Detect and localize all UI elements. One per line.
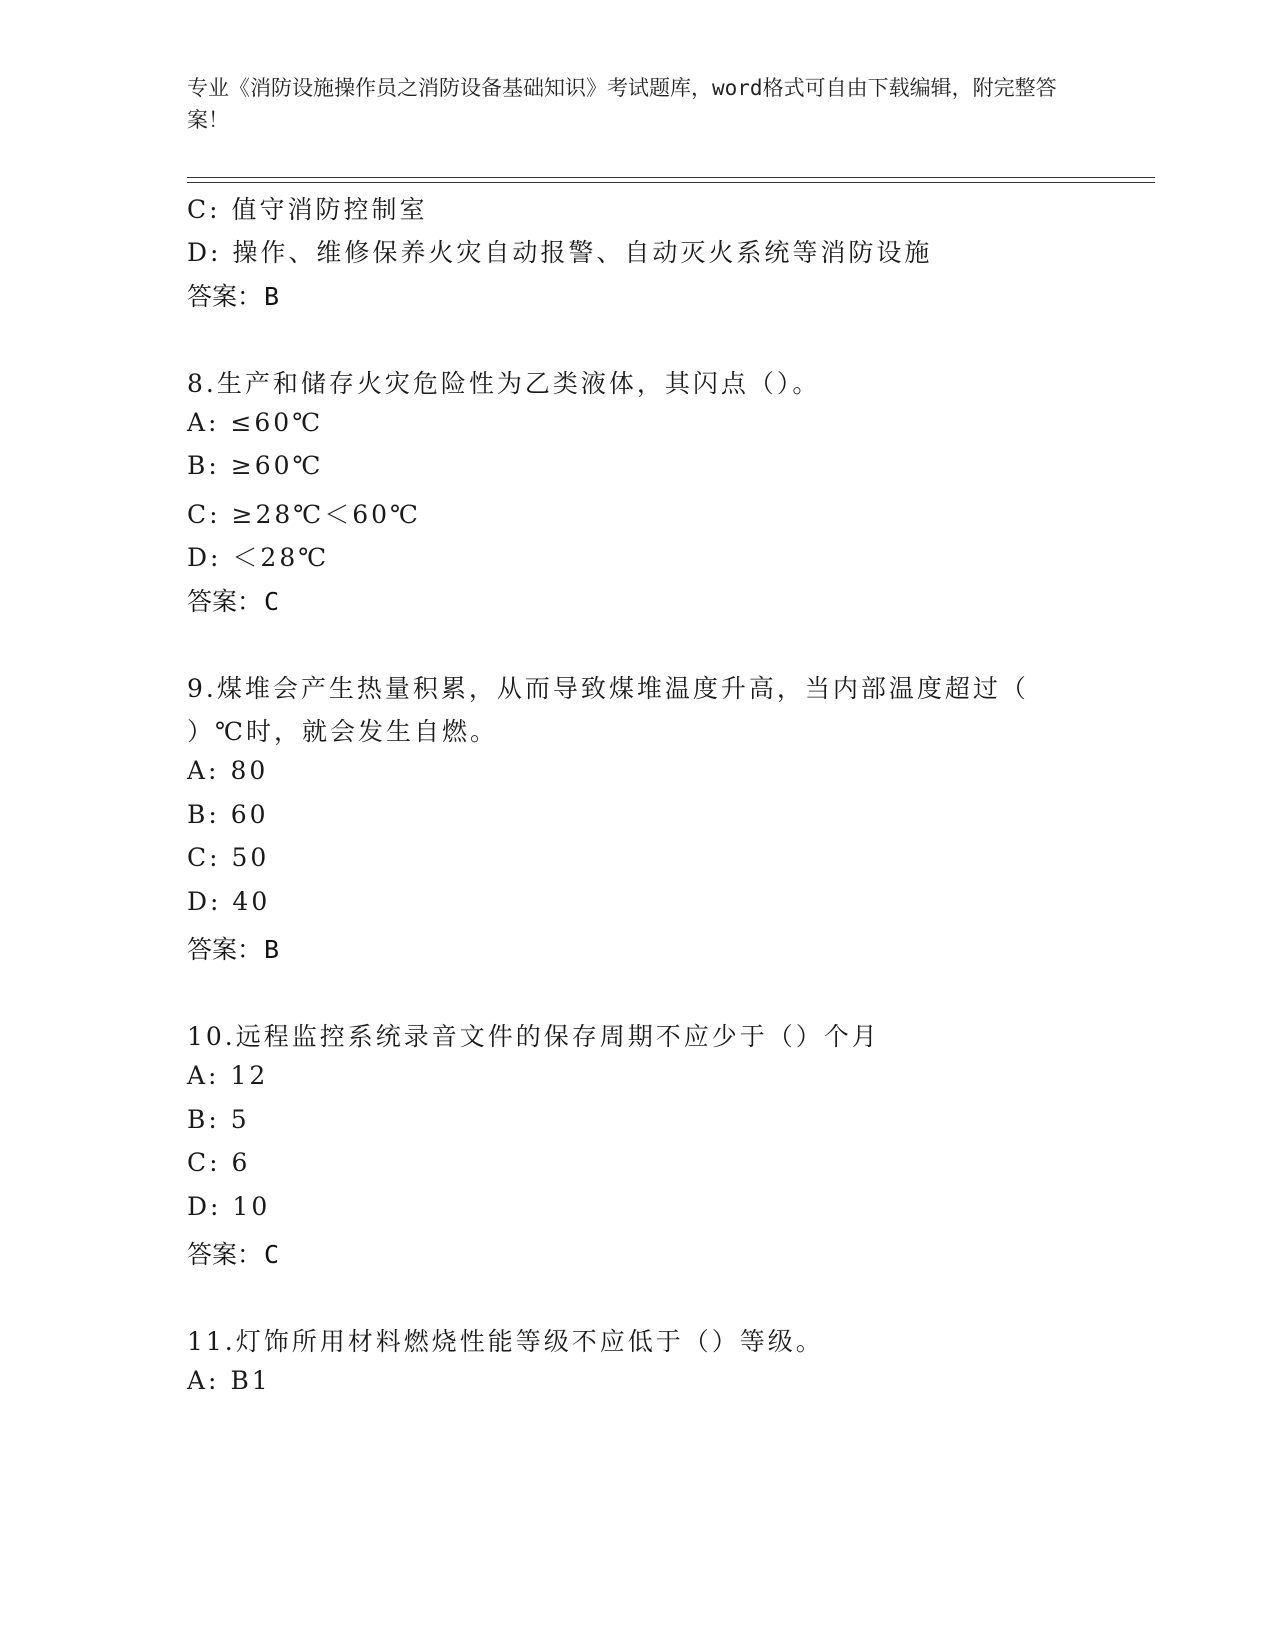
answer-line: 答案：C: [187, 1240, 280, 1269]
question-stem: 8.生产和储存火灾危险性为乙类液体，其闪点（）。: [187, 369, 821, 398]
option-line: A: ≤60℃: [187, 408, 324, 437]
option-line: B: ≥60℃: [187, 451, 324, 480]
option-line: D: 10: [187, 1192, 271, 1221]
option-line: D: 40: [187, 887, 271, 916]
answer-line: 答案：C: [187, 587, 280, 616]
option-line: A: 80: [187, 756, 269, 785]
option-line: A: B1: [187, 1366, 271, 1395]
option-line: D: 操作、维修保养火灾自动报警、自动灭火系统等消防设施: [187, 238, 933, 267]
header-divider-top: [187, 177, 1155, 178]
option-line: C: ≥28℃＜60℃: [187, 500, 422, 529]
header-divider-bottom: [187, 182, 1155, 183]
document-header: 专业《消防设施操作员之消防设备基础知识》考试题库，word格式可自由下载编辑，附完整答案！: [187, 76, 1057, 132]
answer-line: 答案：B: [187, 282, 280, 311]
answer-line: 答案：B: [187, 935, 280, 964]
question-stem: 11.灯饰所用材料燃烧性能等级不应低于（）等级。: [187, 1327, 824, 1356]
question-stem: 10.远程监控系统录音文件的保存周期不应少于（）个月: [187, 1022, 880, 1051]
option-line: B: 5: [187, 1105, 250, 1134]
question-stem-continued: ）℃时，就会发生自燃。: [187, 717, 498, 746]
option-line: C: 6: [187, 1148, 251, 1177]
option-line: B: 60: [187, 800, 269, 829]
option-line: A: 12: [187, 1061, 269, 1090]
question-stem: 9.煤堆会产生热量积累，从而导致煤堆温度升高，当内部温度超过（: [187, 674, 1029, 703]
option-line: C: 50: [187, 843, 270, 872]
option-line: C: 值守消防控制室: [187, 195, 428, 224]
option-line: D: ＜28℃: [187, 543, 330, 572]
